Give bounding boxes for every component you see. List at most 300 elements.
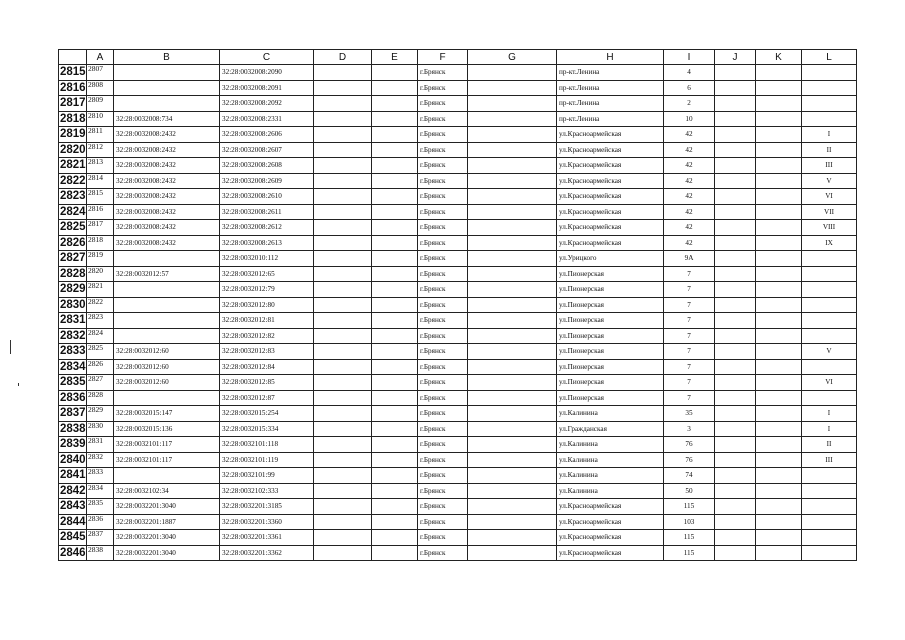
cell-a[interactable] (87, 173, 114, 189)
cell-d[interactable] (314, 514, 372, 530)
cell-d[interactable] (314, 235, 372, 251)
cell-i[interactable]: 6 (664, 80, 715, 96)
cell-c[interactable]: 32:28:0032008:2612 (220, 220, 314, 236)
cell-l[interactable] (802, 514, 857, 530)
cell-l[interactable] (802, 545, 857, 561)
cell-e[interactable] (372, 483, 418, 499)
column-header[interactable]: J (715, 50, 756, 65)
cell-a[interactable] (87, 483, 114, 499)
cell-g[interactable] (468, 483, 557, 499)
cell-j[interactable] (715, 80, 756, 96)
cell-d[interactable] (314, 530, 372, 546)
cell-j[interactable] (715, 173, 756, 189)
cell-f[interactable]: г.Брянск (418, 297, 468, 313)
cell-h[interactable]: ул.Красноармейская (557, 142, 664, 158)
cell-e[interactable] (372, 328, 418, 344)
cell-c[interactable]: 32:28:0032012:84 (220, 359, 314, 375)
cell-b[interactable]: 32:28:0032015:147 (114, 406, 220, 422)
cell-l[interactable] (802, 297, 857, 313)
cell-g[interactable] (468, 235, 557, 251)
cell-d[interactable] (314, 220, 372, 236)
cell-h[interactable]: ул.Пионерская (557, 328, 664, 344)
cell-g[interactable] (468, 65, 557, 81)
cell-h[interactable]: пр-кт.Ленина (557, 65, 664, 81)
cell-i[interactable]: 7 (664, 328, 715, 344)
cell-l[interactable]: VIII (802, 220, 857, 236)
cell-b[interactable] (114, 328, 220, 344)
cell-b[interactable]: 32:28:0032008:2432 (114, 204, 220, 220)
cell-e[interactable] (372, 545, 418, 561)
cell-b[interactable] (114, 251, 220, 267)
cell-c[interactable]: 32:28:0032012:83 (220, 344, 314, 360)
cell-b[interactable]: 32:28:0032201:3040 (114, 545, 220, 561)
cell-c[interactable]: 32:28:0032008:2610 (220, 189, 314, 205)
column-header[interactable]: B (114, 50, 220, 65)
column-header[interactable]: C (220, 50, 314, 65)
cell-d[interactable] (314, 65, 372, 81)
cell-f[interactable]: г.Брянск (418, 514, 468, 530)
cell-l[interactable]: IX (802, 235, 857, 251)
cell-h[interactable]: ул.Урицкого (557, 251, 664, 267)
cell-e[interactable] (372, 80, 418, 96)
cell-d[interactable] (314, 127, 372, 143)
cell-h[interactable]: ул.Пионерская (557, 344, 664, 360)
cell-h[interactable]: ул.Красноармейская (557, 173, 664, 189)
cell-f[interactable]: г.Брянск (418, 313, 468, 329)
cell-g[interactable] (468, 437, 557, 453)
cell-b[interactable]: 32:28:0032012:60 (114, 359, 220, 375)
cell-l[interactable]: VI (802, 375, 857, 391)
row-number[interactable] (59, 359, 87, 375)
cell-e[interactable] (372, 514, 418, 530)
cell-h[interactable]: ул.Гражданская (557, 421, 664, 437)
cell-a[interactable] (87, 344, 114, 360)
cell-i[interactable]: 4 (664, 65, 715, 81)
cell-e[interactable] (372, 468, 418, 484)
row-number[interactable] (59, 375, 87, 391)
cell-g[interactable] (468, 127, 557, 143)
cell-j[interactable] (715, 65, 756, 81)
cell-h[interactable]: ул.Пионерская (557, 266, 664, 282)
cell-f[interactable]: г.Брянск (418, 499, 468, 515)
row-number[interactable] (59, 80, 87, 96)
cell-h[interactable]: ул.Красноармейская (557, 499, 664, 515)
cell-k[interactable] (756, 204, 802, 220)
cell-d[interactable] (314, 406, 372, 422)
cell-h[interactable]: ул.Красноармейская (557, 189, 664, 205)
cell-d[interactable] (314, 297, 372, 313)
cell-a[interactable] (87, 499, 114, 515)
cell-g[interactable] (468, 251, 557, 267)
cell-f[interactable]: г.Брянск (418, 266, 468, 282)
cell-i[interactable]: 7 (664, 359, 715, 375)
cell-l[interactable]: III (802, 158, 857, 174)
cell-k[interactable] (756, 189, 802, 205)
cell-g[interactable] (468, 514, 557, 530)
cell-h[interactable]: ул.Пионерская (557, 390, 664, 406)
row-number[interactable] (59, 142, 87, 158)
cell-k[interactable] (756, 96, 802, 112)
cell-j[interactable] (715, 421, 756, 437)
cell-i[interactable]: 74 (664, 468, 715, 484)
cell-g[interactable] (468, 530, 557, 546)
cell-d[interactable] (314, 390, 372, 406)
cell-k[interactable] (756, 530, 802, 546)
cell-k[interactable] (756, 142, 802, 158)
cell-c[interactable]: 32:28:0032008:2606 (220, 127, 314, 143)
cell-j[interactable] (715, 483, 756, 499)
cell-f[interactable]: г.Брянск (418, 189, 468, 205)
cell-e[interactable] (372, 235, 418, 251)
cell-i[interactable]: 9А (664, 251, 715, 267)
cell-i[interactable]: 115 (664, 530, 715, 546)
cell-k[interactable] (756, 452, 802, 468)
column-header[interactable]: K (756, 50, 802, 65)
cell-f[interactable]: г.Брянск (418, 65, 468, 81)
cell-l[interactable] (802, 359, 857, 375)
cell-d[interactable] (314, 452, 372, 468)
cell-h[interactable]: ул.Пионерская (557, 297, 664, 313)
cell-h[interactable]: ул.Пионерская (557, 282, 664, 298)
cell-b[interactable]: 32:28:0032008:2432 (114, 235, 220, 251)
cell-l[interactable]: V (802, 173, 857, 189)
cell-i[interactable]: 35 (664, 406, 715, 422)
cell-d[interactable] (314, 158, 372, 174)
cell-a[interactable] (87, 80, 114, 96)
cell-j[interactable] (715, 530, 756, 546)
row-number[interactable] (59, 235, 87, 251)
row-number[interactable] (59, 189, 87, 205)
row-number[interactable] (59, 251, 87, 267)
cell-f[interactable]: г.Брянск (418, 251, 468, 267)
cell-j[interactable] (715, 344, 756, 360)
cell-l[interactable] (802, 65, 857, 81)
cell-g[interactable] (468, 313, 557, 329)
cell-e[interactable] (372, 173, 418, 189)
cell-i[interactable]: 7 (664, 282, 715, 298)
cell-d[interactable] (314, 437, 372, 453)
cell-c[interactable]: 32:28:0032008:2331 (220, 111, 314, 127)
cell-e[interactable] (372, 266, 418, 282)
cell-b[interactable]: 32:28:0032008:2432 (114, 142, 220, 158)
cell-b[interactable]: 32:28:0032008:2432 (114, 127, 220, 143)
cell-b[interactable]: 32:28:0032008:2432 (114, 158, 220, 174)
cell-j[interactable] (715, 127, 756, 143)
cell-a[interactable] (87, 375, 114, 391)
row-number[interactable] (59, 282, 87, 298)
cell-c[interactable]: 32:28:0032101:119 (220, 452, 314, 468)
row-number[interactable] (59, 406, 87, 422)
cell-d[interactable] (314, 359, 372, 375)
cell-c[interactable]: 32:28:0032012:81 (220, 313, 314, 329)
cell-h[interactable]: ул.Красноармейская (557, 235, 664, 251)
cell-k[interactable] (756, 282, 802, 298)
cell-e[interactable] (372, 375, 418, 391)
cell-h[interactable]: пр-кт.Ленина (557, 96, 664, 112)
cell-a[interactable] (87, 468, 114, 484)
cell-f[interactable]: г.Брянск (418, 421, 468, 437)
cell-b[interactable] (114, 297, 220, 313)
cell-h[interactable]: ул.Калинина (557, 483, 664, 499)
cell-f[interactable]: г.Брянск (418, 468, 468, 484)
cell-i[interactable]: 115 (664, 545, 715, 561)
cell-f[interactable]: г.Брянск (418, 220, 468, 236)
cell-i[interactable]: 2 (664, 96, 715, 112)
cell-c[interactable]: 32:28:0032008:2607 (220, 142, 314, 158)
cell-d[interactable] (314, 375, 372, 391)
cell-g[interactable] (468, 96, 557, 112)
cell-g[interactable] (468, 220, 557, 236)
cell-j[interactable] (715, 235, 756, 251)
cell-j[interactable] (715, 406, 756, 422)
column-header[interactable]: D (314, 50, 372, 65)
cell-c[interactable]: 32:28:0032015:254 (220, 406, 314, 422)
row-number[interactable] (59, 545, 87, 561)
cell-i[interactable]: 42 (664, 204, 715, 220)
column-header[interactable]: F (418, 50, 468, 65)
cell-e[interactable] (372, 282, 418, 298)
cell-a[interactable] (87, 545, 114, 561)
row-number[interactable] (59, 499, 87, 515)
cell-j[interactable] (715, 251, 756, 267)
cell-l[interactable]: I (802, 406, 857, 422)
cell-e[interactable] (372, 127, 418, 143)
cell-i[interactable]: 42 (664, 189, 715, 205)
cell-j[interactable] (715, 437, 756, 453)
cell-l[interactable] (802, 313, 857, 329)
cell-d[interactable] (314, 96, 372, 112)
cell-j[interactable] (715, 189, 756, 205)
cell-b[interactable]: 32:28:0032102:34 (114, 483, 220, 499)
cell-h[interactable]: ул.Пионерская (557, 359, 664, 375)
cell-d[interactable] (314, 80, 372, 96)
cell-l[interactable] (802, 328, 857, 344)
cell-i[interactable]: 10 (664, 111, 715, 127)
cell-b[interactable]: 32:28:0032201:3040 (114, 499, 220, 515)
row-number[interactable] (59, 204, 87, 220)
cell-j[interactable] (715, 204, 756, 220)
cell-c[interactable]: 32:28:0032008:2090 (220, 65, 314, 81)
cell-a[interactable] (87, 530, 114, 546)
cell-k[interactable] (756, 390, 802, 406)
cell-h[interactable]: ул.Красноармейская (557, 220, 664, 236)
cell-c[interactable]: 32:28:0032102:333 (220, 483, 314, 499)
cell-g[interactable] (468, 328, 557, 344)
cell-l[interactable] (802, 390, 857, 406)
cell-d[interactable] (314, 142, 372, 158)
cell-f[interactable]: г.Брянск (418, 406, 468, 422)
row-number[interactable] (59, 328, 87, 344)
cell-k[interactable] (756, 514, 802, 530)
cell-e[interactable] (372, 297, 418, 313)
row-number[interactable] (59, 127, 87, 143)
row-number[interactable] (59, 65, 87, 81)
cell-k[interactable] (756, 65, 802, 81)
cell-g[interactable] (468, 344, 557, 360)
cell-c[interactable]: 32:28:0032201:3185 (220, 499, 314, 515)
cell-e[interactable] (372, 406, 418, 422)
cell-g[interactable] (468, 359, 557, 375)
cell-h[interactable]: пр-кт.Ленина (557, 80, 664, 96)
cell-g[interactable] (468, 189, 557, 205)
cell-f[interactable]: г.Брянск (418, 127, 468, 143)
cell-g[interactable] (468, 499, 557, 515)
cell-c[interactable]: 32:28:0032008:2608 (220, 158, 314, 174)
cell-i[interactable]: 7 (664, 390, 715, 406)
cell-h[interactable]: ул.Красноармейская (557, 514, 664, 530)
cell-i[interactable]: 115 (664, 499, 715, 515)
cell-c[interactable]: 32:28:0032012:80 (220, 297, 314, 313)
cell-j[interactable] (715, 390, 756, 406)
cell-j[interactable] (715, 220, 756, 236)
cell-f[interactable]: г.Брянск (418, 483, 468, 499)
cell-g[interactable] (468, 468, 557, 484)
cell-a[interactable] (87, 111, 114, 127)
cell-c[interactable]: 32:28:0032201:3360 (220, 514, 314, 530)
cell-f[interactable]: г.Брянск (418, 235, 468, 251)
cell-l[interactable] (802, 530, 857, 546)
cell-i[interactable]: 42 (664, 158, 715, 174)
row-number[interactable] (59, 96, 87, 112)
cell-l[interactable]: VII (802, 204, 857, 220)
cell-d[interactable] (314, 328, 372, 344)
cell-e[interactable] (372, 530, 418, 546)
cell-g[interactable] (468, 266, 557, 282)
cell-e[interactable] (372, 220, 418, 236)
cell-l[interactable] (802, 483, 857, 499)
cell-l[interactable] (802, 80, 857, 96)
cell-g[interactable] (468, 452, 557, 468)
cell-c[interactable]: 32:28:0032010:112 (220, 251, 314, 267)
cell-i[interactable]: 7 (664, 375, 715, 391)
cell-j[interactable] (715, 328, 756, 344)
cell-f[interactable]: г.Брянск (418, 80, 468, 96)
cell-e[interactable] (372, 158, 418, 174)
cell-d[interactable] (314, 545, 372, 561)
cell-k[interactable] (756, 127, 802, 143)
cell-b[interactable] (114, 282, 220, 298)
cell-h[interactable]: ул.Пионерская (557, 313, 664, 329)
cell-b[interactable]: 32:28:0032201:3040 (114, 530, 220, 546)
cell-k[interactable] (756, 545, 802, 561)
cell-f[interactable]: г.Брянск (418, 344, 468, 360)
cell-b[interactable]: 32:28:0032008:2432 (114, 173, 220, 189)
cell-i[interactable]: 7 (664, 266, 715, 282)
cell-l[interactable]: V (802, 344, 857, 360)
cell-k[interactable] (756, 359, 802, 375)
column-header[interactable]: G (468, 50, 557, 65)
cell-f[interactable]: г.Брянск (418, 328, 468, 344)
cell-a[interactable] (87, 297, 114, 313)
column-header[interactable]: I (664, 50, 715, 65)
cell-j[interactable] (715, 452, 756, 468)
cell-i[interactable]: 42 (664, 142, 715, 158)
cell-d[interactable] (314, 266, 372, 282)
cell-a[interactable] (87, 282, 114, 298)
cell-j[interactable] (715, 266, 756, 282)
cell-a[interactable] (87, 452, 114, 468)
cell-f[interactable]: г.Брянск (418, 96, 468, 112)
cell-c[interactable]: 32:28:0032201:3361 (220, 530, 314, 546)
cell-g[interactable] (468, 297, 557, 313)
cell-j[interactable] (715, 297, 756, 313)
cell-b[interactable] (114, 468, 220, 484)
cell-j[interactable] (715, 468, 756, 484)
cell-l[interactable]: VI (802, 189, 857, 205)
cell-a[interactable] (87, 514, 114, 530)
cell-l[interactable] (802, 251, 857, 267)
cell-c[interactable]: 32:28:0032008:2092 (220, 96, 314, 112)
cell-f[interactable]: г.Брянск (418, 204, 468, 220)
cell-g[interactable] (468, 390, 557, 406)
column-header[interactable]: A (87, 50, 114, 65)
cell-k[interactable] (756, 158, 802, 174)
cell-i[interactable]: 42 (664, 220, 715, 236)
cell-g[interactable] (468, 282, 557, 298)
cell-b[interactable]: 32:28:0032015:136 (114, 421, 220, 437)
cell-j[interactable] (715, 499, 756, 515)
cell-i[interactable]: 50 (664, 483, 715, 499)
cell-j[interactable] (715, 96, 756, 112)
cell-a[interactable] (87, 390, 114, 406)
row-number[interactable] (59, 173, 87, 189)
cell-j[interactable] (715, 111, 756, 127)
row-number[interactable] (59, 514, 87, 530)
cell-c[interactable]: 32:28:0032101:99 (220, 468, 314, 484)
cell-e[interactable] (372, 452, 418, 468)
row-number[interactable] (59, 220, 87, 236)
row-number[interactable] (59, 483, 87, 499)
cell-c[interactable]: 32:28:0032012:82 (220, 328, 314, 344)
cell-e[interactable] (372, 204, 418, 220)
cell-a[interactable] (87, 204, 114, 220)
cell-h[interactable]: ул.Калинина (557, 452, 664, 468)
cell-b[interactable]: 32:28:0032008:2432 (114, 220, 220, 236)
cell-k[interactable] (756, 437, 802, 453)
cell-h[interactable]: ул.Калинина (557, 406, 664, 422)
cell-d[interactable] (314, 173, 372, 189)
cell-i[interactable]: 76 (664, 452, 715, 468)
cell-l[interactable]: II (802, 437, 857, 453)
cell-d[interactable] (314, 251, 372, 267)
cell-b[interactable]: 32:28:0032012:57 (114, 266, 220, 282)
cell-f[interactable]: г.Брянск (418, 158, 468, 174)
row-number[interactable] (59, 297, 87, 313)
cell-f[interactable]: г.Брянск (418, 375, 468, 391)
row-number[interactable] (59, 452, 87, 468)
cell-f[interactable]: г.Брянск (418, 452, 468, 468)
cell-h[interactable]: ул.Пионерская (557, 375, 664, 391)
cell-b[interactable]: 32:28:0032012:60 (114, 375, 220, 391)
cell-k[interactable] (756, 328, 802, 344)
cell-k[interactable] (756, 375, 802, 391)
row-number[interactable] (59, 468, 87, 484)
cell-e[interactable] (372, 251, 418, 267)
cell-d[interactable] (314, 468, 372, 484)
cell-l[interactable] (802, 282, 857, 298)
row-number[interactable] (59, 111, 87, 127)
cell-k[interactable] (756, 80, 802, 96)
row-number[interactable] (59, 530, 87, 546)
cell-c[interactable]: 32:28:0032012:65 (220, 266, 314, 282)
cell-k[interactable] (756, 266, 802, 282)
cell-i[interactable]: 7 (664, 297, 715, 313)
cell-g[interactable] (468, 545, 557, 561)
cell-a[interactable] (87, 65, 114, 81)
row-number[interactable] (59, 158, 87, 174)
cell-e[interactable] (372, 499, 418, 515)
row-number[interactable] (59, 421, 87, 437)
